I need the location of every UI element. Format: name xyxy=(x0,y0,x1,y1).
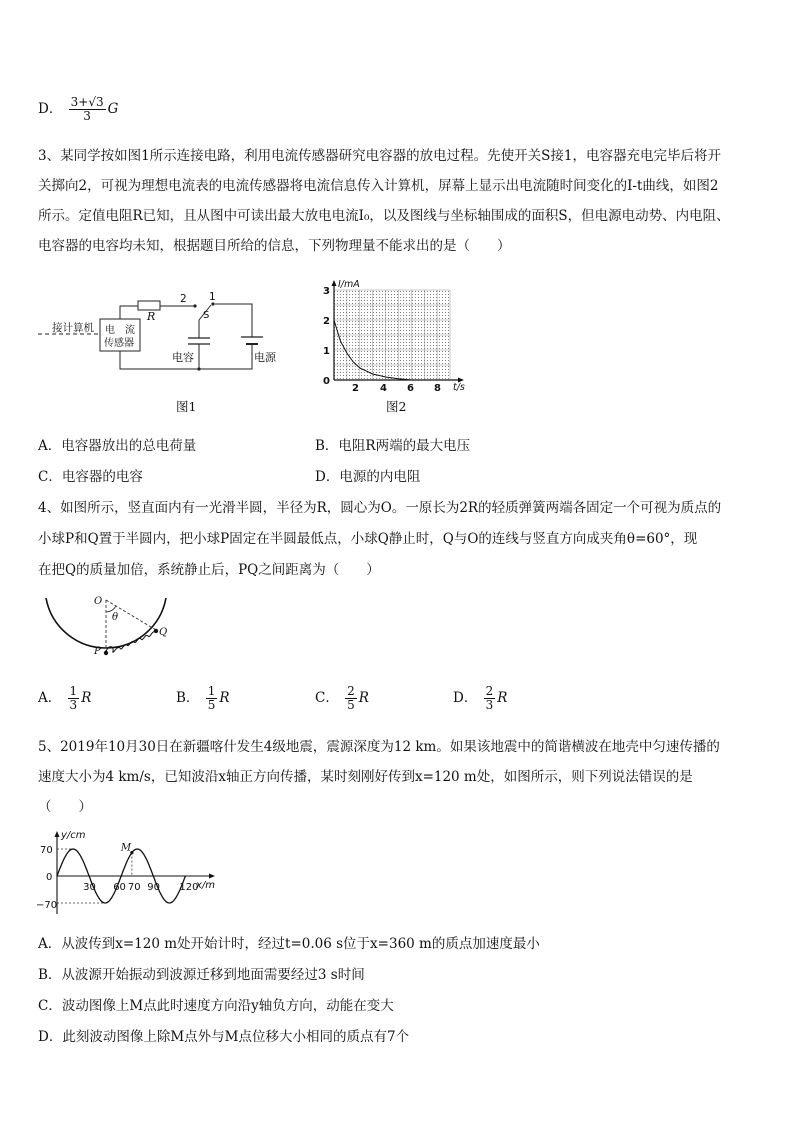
q3-stem-line-2: 关掷向2，可视为理想电流表的电流传感器将电流信息传入计算机，屏幕上显示出电流随时间变化的I-t曲线，如图2 xyxy=(38,178,719,194)
label-o: O xyxy=(94,596,103,607)
q3-stem-line-4: 电容器的电容均未知，根据题目所给的信息，下列物理量不能求出的是（ ） xyxy=(38,238,511,254)
sensor-label-line2: 传感器 xyxy=(104,338,134,349)
y-axis-arrow xyxy=(332,280,337,286)
q4-option-a-label: A． xyxy=(38,690,62,706)
q2-option-d-fraction xyxy=(69,96,106,123)
q5-option-a-label: A． xyxy=(38,936,62,952)
x-tick-30: 30 xyxy=(83,882,96,893)
q5-option-b xyxy=(38,965,365,985)
y-axis-label: I/mA xyxy=(338,279,360,290)
wire-left xyxy=(120,306,138,319)
q2-option-d-denominator: 3 xyxy=(83,109,91,123)
q4-option-d-fraction xyxy=(484,685,496,712)
q4-option-b-label: B． xyxy=(176,690,200,706)
q4-option-b-num: 1 xyxy=(207,684,216,698)
q4-option-b-fraction xyxy=(206,685,218,712)
y-tick-70: 70 xyxy=(40,845,53,856)
x-tick-90: 90 xyxy=(147,882,161,893)
q5-option-d-text: 此刻波动图像上除M点外与M点位移大小相同的质点有7个 xyxy=(62,1029,410,1045)
q3-figure1-caption: 图1 xyxy=(176,399,197,414)
q4-stem-line-3: 在把Q的质量加倍，系统静止后，PQ之间距离为（ ） xyxy=(38,562,380,578)
q5-option-c-label: C． xyxy=(38,998,62,1014)
q5-stem-line-1: 5、2019年10月30日在新疆喀什发生4级地震，震源深度为12 km。如果该地震中的简谐横波在地壳中匀速传播的 xyxy=(38,739,720,755)
q3-option-d-label: D． xyxy=(315,469,340,485)
q3-option-a xyxy=(38,436,196,456)
y-tick-minus-70: −70 xyxy=(36,900,58,911)
q5-option-c xyxy=(38,996,394,1016)
switch-label: S xyxy=(203,310,210,321)
q4-option-a xyxy=(38,685,91,712)
x-axis-arrow xyxy=(209,874,215,879)
q4-option-c-fraction xyxy=(345,685,357,712)
q3-stem-line-3: 所示。定值电阻R已知，且从图中可读出最大放电电流I₀，以及图线与坐标轴围成的面积S，但电源电动势、内电阻、 xyxy=(38,208,730,224)
y-axis-label: y/cm xyxy=(61,830,86,841)
y-tick-1: 1 xyxy=(323,346,330,357)
q5-option-b-text: 从波源开始振动到波源迁移到地面需要经过3 s时间 xyxy=(61,967,365,983)
terminal-2-dot xyxy=(193,304,196,307)
q4-option-c-label: C． xyxy=(315,690,339,706)
q5-option-c-text: 波动图像上M点此时速度方向沿y轴负方向，动能在变大 xyxy=(61,998,394,1014)
q4-option-b xyxy=(176,685,230,712)
q3-option-c xyxy=(38,467,143,487)
q3-figure2-it-chart xyxy=(312,278,472,394)
computer-label: 接计算机 xyxy=(52,322,94,334)
q4-stem-line-1: 4、如图所示，竖直面内有一光滑半圆，半径为R，圆心为O。一原长为2R的轻质弹簧两端各固定一个可视为质点的 xyxy=(38,500,722,516)
x-tick-60: 60 xyxy=(113,882,126,893)
q5-option-a xyxy=(38,934,540,954)
q2-option-d xyxy=(38,96,118,123)
q4-option-b-den: 5 xyxy=(207,698,216,712)
q5-stem-line-3: （ ） xyxy=(38,799,92,815)
q3-option-a-label: A． xyxy=(38,438,62,454)
q2-option-d-suffix: G xyxy=(107,101,119,117)
q3-option-c-text: 电容器的电容 xyxy=(61,469,143,485)
y-tick-3: 3 xyxy=(323,286,330,297)
wire-1-to-source xyxy=(215,304,252,337)
q4-option-c-var: R xyxy=(358,690,369,706)
q4-stem-line-2: 小球P和Q置于半圆内，把小球P固定在半圆最低点，小球Q静止时，Q与O的连线与竖直方向成夹角θ=60°，现 xyxy=(38,531,698,547)
q5-option-b-label: B． xyxy=(38,967,62,983)
ball-q xyxy=(154,629,158,633)
q3-option-a-text: 电容器放出的总电荷量 xyxy=(61,438,197,454)
q5-option-d xyxy=(38,1027,409,1047)
y-tick-0: 0 xyxy=(46,872,53,883)
q4-option-b-var: R xyxy=(219,690,230,706)
q4-figure-semicircle xyxy=(38,590,174,664)
q2-option-d-label: D． xyxy=(38,101,63,117)
terminal-2-label: 2 xyxy=(180,293,187,305)
q4-option-a-num: 1 xyxy=(69,684,78,698)
x-tick-6: 6 xyxy=(407,383,414,394)
q4-option-c-num: 2 xyxy=(347,684,355,698)
q4-option-c xyxy=(315,685,369,712)
q3-option-d-text: 电源的内电阻 xyxy=(339,469,421,485)
q5-stem-line-2: 速度大小为4 km/s，已知波沿x轴正方向传播，某时刻刚好传到x=120 m处，如图所示，则下列说法错误的是 xyxy=(38,769,693,785)
x-axis-label: x/m xyxy=(196,880,216,891)
q5-option-a-text: 从波传到x=120 m处开始计时，经过t=0.06 s位于x=360 m的质点加速度最小 xyxy=(61,936,540,952)
q4-option-a-var: R xyxy=(81,690,92,706)
resistor-label: R xyxy=(147,310,156,323)
source-label: 电源 xyxy=(254,351,276,364)
q4-option-d-num: 2 xyxy=(485,684,494,698)
x-axis-label: t/s xyxy=(453,382,465,393)
q3-stem-line-1: 3、某同学按如图1所示连接电路，利用电流传感器研究电容器的放电过程。先使开关S接1，电容器充电完毕后将开 xyxy=(38,148,722,164)
junction-dot xyxy=(197,367,200,370)
q4-option-c-den: 5 xyxy=(347,698,355,712)
q3-figure1-circuit xyxy=(38,290,288,380)
x-tick-4: 4 xyxy=(380,383,387,394)
q4-option-d-var: R xyxy=(497,690,508,706)
q3-option-b xyxy=(315,436,470,456)
x-tick-8: 8 xyxy=(434,383,441,394)
sensor-label-line1: 电 流 xyxy=(105,325,135,336)
resistor xyxy=(138,301,160,310)
q3-option-c-label: C． xyxy=(38,469,62,485)
terminal-1-label: 1 xyxy=(209,291,216,303)
q4-option-a-fraction xyxy=(68,685,80,712)
ball-p xyxy=(104,651,108,655)
x-tick-120: 120 xyxy=(179,882,199,893)
spring-coil xyxy=(106,632,155,653)
x-tick-70: 70 xyxy=(127,882,141,893)
q2-option-d-numerator: 3+√3 xyxy=(70,95,104,109)
label-p: P xyxy=(94,646,101,657)
q3-option-b-text: 电阻R两端的最大电压 xyxy=(338,438,471,454)
q3-option-d xyxy=(315,467,420,487)
y-tick-0: 0 xyxy=(323,376,330,387)
capacitor-label: 电容 xyxy=(172,351,194,364)
q4-option-d xyxy=(453,685,507,712)
q3-option-b-label: B． xyxy=(315,438,339,454)
wave-x-ticks xyxy=(83,882,198,893)
q5-option-d-label: D． xyxy=(38,1029,63,1045)
y-axis-arrow xyxy=(55,831,60,837)
q5-wave-chart xyxy=(30,828,220,920)
x-tick-2: 2 xyxy=(352,383,359,394)
q4-option-d-den: 3 xyxy=(485,698,494,712)
point-m-label: M xyxy=(120,842,132,854)
y-tick-2: 2 xyxy=(323,316,330,327)
q4-option-a-den: 3 xyxy=(69,698,78,712)
label-q: Q xyxy=(159,627,168,638)
label-theta: θ xyxy=(112,612,119,623)
q3-figure2-caption: 图2 xyxy=(386,399,407,414)
q4-option-d-label: D． xyxy=(453,690,478,706)
